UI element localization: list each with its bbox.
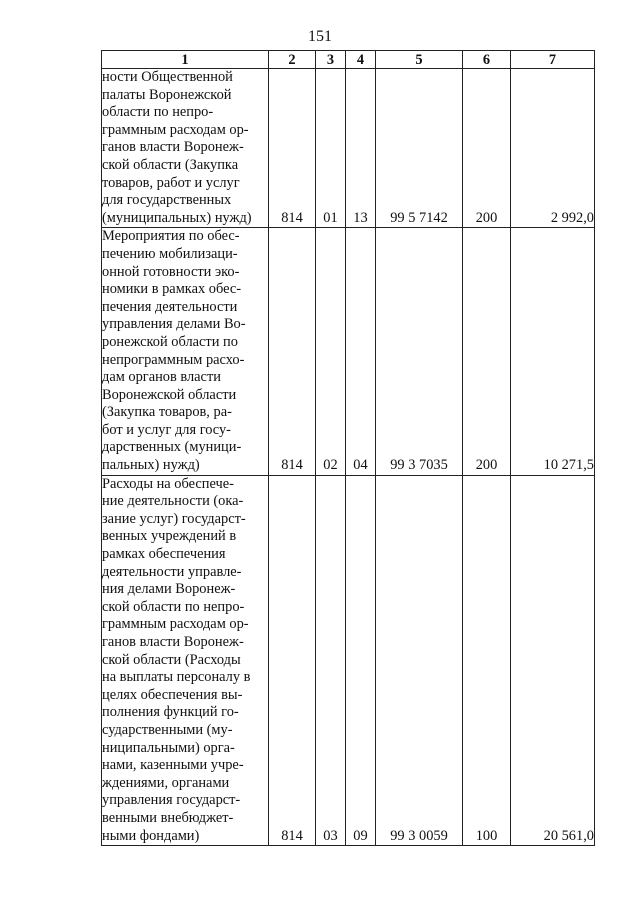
- description-line: ганов власти Воронеж-: [102, 634, 244, 650]
- description-line: венными внебюджет-: [102, 809, 234, 826]
- description-line: Расходы на обеспече-: [102, 475, 234, 492]
- header-row: [102, 51, 595, 69]
- description-line: области по непро-: [102, 104, 214, 121]
- description-line: нами, казенными учре-: [102, 757, 244, 774]
- ministry-code: 814: [269, 228, 316, 475]
- description-line: управления делами Во-: [102, 316, 246, 333]
- description-line: ской области (Закупка: [102, 156, 239, 173]
- description-line: онной готовности эко-: [102, 263, 240, 280]
- description-line: целях обеспечения вы-: [102, 686, 243, 703]
- description-line: (муниципальных) нужд): [102, 209, 252, 226]
- ministry-code: 814: [269, 69, 316, 228]
- description-line: зание услуг) государст-: [102, 510, 246, 527]
- description-line: ганов власти Воронеж-: [102, 139, 244, 156]
- description-line: ской области (Расходы: [102, 651, 241, 668]
- description-line: для государственных: [102, 192, 232, 209]
- description-line: ния делами Воронеж-: [102, 581, 236, 598]
- description-line: непрограммным расхо-: [102, 351, 245, 368]
- target-article-code: 99 3 7035: [376, 228, 463, 475]
- table-row: [102, 228, 595, 475]
- column-header-1: 1: [102, 51, 269, 69]
- description-line: ние деятельности (ока-: [102, 493, 244, 510]
- page-number: 151: [308, 28, 332, 45]
- column-header-6: 6: [463, 51, 511, 69]
- table-row: [102, 69, 595, 228]
- description-line: граммным расходам ор-: [102, 616, 249, 633]
- section-code: 03: [316, 475, 346, 845]
- column-header-7: 7: [511, 51, 595, 69]
- description-line: ниципальными) орга-: [102, 739, 235, 756]
- description-line: венных учреждений в: [102, 528, 237, 545]
- target-article-code: 99 3 0059: [376, 475, 463, 845]
- description-line: товаров, работ и услуг: [102, 174, 240, 191]
- amount: 2 992,0: [511, 69, 595, 228]
- description-line: рамках обеспечения: [102, 546, 226, 563]
- description-line: Воронежской области: [102, 386, 237, 403]
- row-description: [102, 475, 269, 845]
- description-line: сударственными (му-: [102, 721, 233, 738]
- expense-type-code: 200: [463, 69, 511, 228]
- description-line: ности Общественной: [102, 69, 233, 85]
- description-line: (Закупка товаров, ра-: [102, 404, 232, 421]
- column-header-5: 5: [376, 51, 463, 69]
- description-line: палаты Воронежской: [102, 86, 232, 103]
- amount: 10 271,5: [511, 228, 595, 475]
- table-row: [102, 475, 595, 845]
- description-line: Мероприятия по обес-: [102, 228, 240, 245]
- expense-type-code: 200: [463, 228, 511, 475]
- description-line: бот и услуг для госу-: [102, 421, 231, 438]
- subsection-code: 09: [346, 475, 376, 845]
- budget-table: [101, 50, 595, 846]
- expense-type-code: 100: [463, 475, 511, 845]
- description-line: полнения функций го-: [102, 704, 239, 721]
- section-code: 02: [316, 228, 346, 475]
- description-line: печения деятельности: [102, 298, 238, 315]
- row-description: [102, 69, 269, 228]
- column-header-3: 3: [316, 51, 346, 69]
- description-line: ждениями, органами: [102, 774, 230, 791]
- subsection-code: 13: [346, 69, 376, 228]
- amount: 20 561,0: [511, 475, 595, 845]
- description-line: ными фондами): [102, 827, 200, 844]
- column-header-2: 2: [269, 51, 316, 69]
- description-line: граммным расходам ор-: [102, 121, 249, 138]
- description-line: номики в рамках обес-: [102, 281, 242, 298]
- description-line: печению мобилизаци-: [102, 245, 238, 262]
- description-line: деятельности управле-: [102, 563, 242, 580]
- row-description: [102, 228, 269, 475]
- description-line: на выплаты персоналу в: [102, 669, 251, 686]
- target-article-code: 99 5 7142: [376, 69, 463, 228]
- description-line: пальных) нужд): [102, 457, 200, 474]
- section-code: 01: [316, 69, 346, 228]
- description-line: ронежской области по: [102, 333, 238, 350]
- description-line: управления государст-: [102, 792, 241, 809]
- subsection-code: 04: [346, 228, 376, 475]
- description-line: дарственных (муници-: [102, 439, 242, 456]
- ministry-code: 814: [269, 475, 316, 845]
- description-line: дам органов власти: [102, 369, 221, 386]
- column-header-4: 4: [346, 51, 376, 69]
- description-line: ской области по непро-: [102, 598, 245, 615]
